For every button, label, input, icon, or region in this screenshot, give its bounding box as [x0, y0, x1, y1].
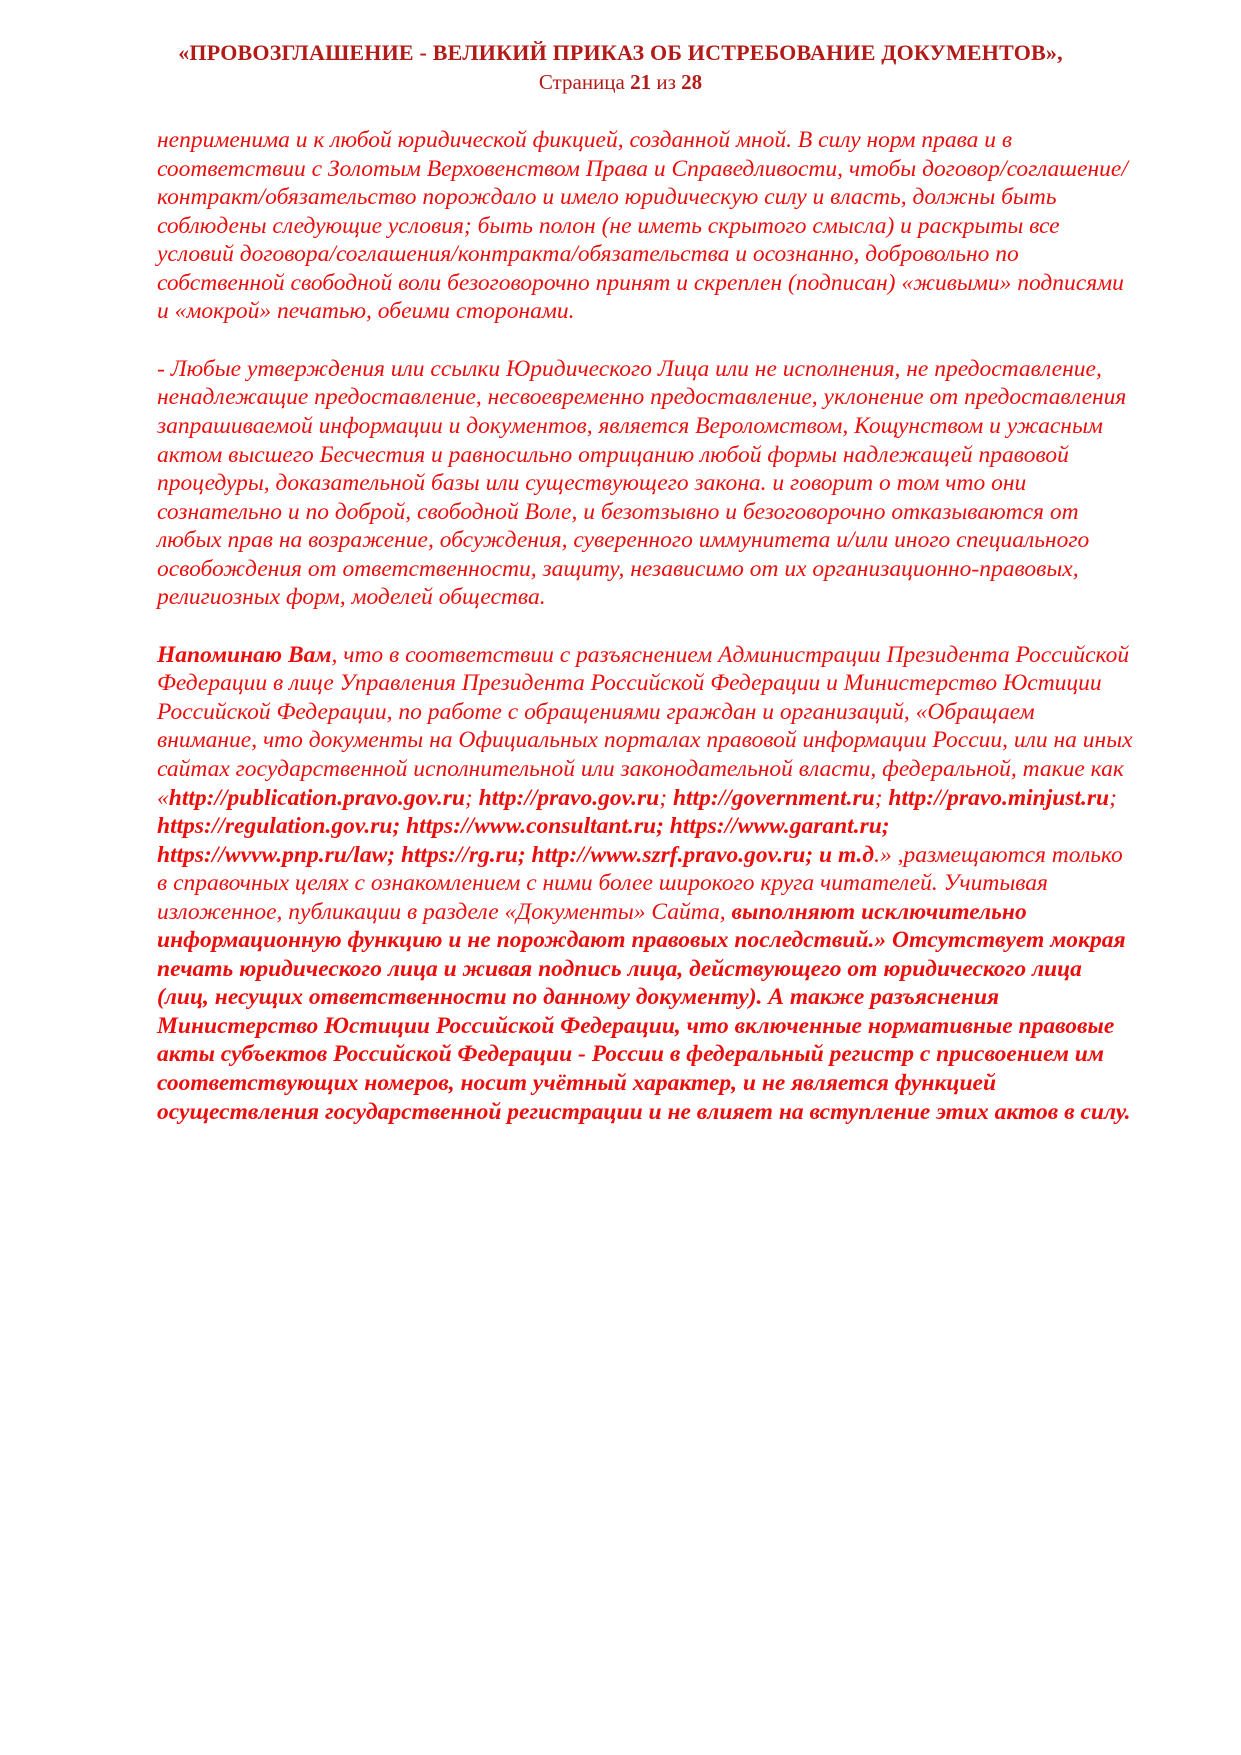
paragraph-claims-refusal: - Любые утверждения или ссылки Юридического Лица или не исполнения, не предоставление, ненадлежащие предоставление, несвоевременно предоставление, уклонение от предоставления запрашиваемой информации и документов, является Вероломством, Кощунством и ужасным актом высшего Бесчестия и равносильно отрицанию любой формы надлежащей правовой процедуры, доказательной базы или существующего закона. и говорит о том что они сознательно и по доброй, свободной Воле, и безотзывно и безоговорочно отказываются от любых прав на возражение, обсуждения, суверенного иммунитета и/или иного специального освобождения от ответственности, защиту, независимо от их организационно-правовых, религиозных форм, моделей общества.: [157, 355, 1127, 611]
document-body: [0, 96, 1241, 1126]
page-number-line: Страница 21 из 28: [538, 69, 703, 94]
paragraph-legal-conditions: неприменима и к любой юридической фикцией, созданной мной. В силу норм права и в соответствии с Золотым Верховенством Права и Справедливости, чтобы договор/соглашение/контракт/обязательство порождало и имело юридическую силу и власть, должны быть соблюдены следующие условия; быть полон (не иметь скрытого смысла) и раскрыты все условий договора/соглашения/контракта/обязательства и осознанно, добровольно по собственной свободной воли безоговорочно принят и скреплен (подписан) «живыми» подписями и «мокрой» печатью, обеими сторонами.: [157, 127, 1128, 325]
document-title: «ПРОВОЗГЛАШЕНИЕ - ВЕЛИКИЙ ПРИКАЗ ОБ ИСТРЕБОВАНИЕ ДОКУМЕНТОВ»,: [178, 40, 1063, 65]
document-header: [0, 0, 1241, 96]
paragraph-reminder-official-portals: Напоминаю Вам, что в соответствии с разъяснением Администрации Президента Российской Федерации в лице Управления Президента Российской Федерации и Министерство Юстиции Российской Федерации, по работе с обращениями граждан и организаций, «Обращаем внимание, что документы на Официальных порталах правовой информации России, или на иных сайтах государственной исполнительной или законодательной власти, федеральной, такие как «http://publication.pravo.gov.ru; http://pravo.gov.ru; http://government.ru; http://pravo.minjust.ru; https://regulation.gov.ru; https://www.consultant.ru; https://www.garant.ru; https://wvvw.pnp.ru/law; https://rg.ru; http://www.szrf.pravo.gov.ru; и т.д.» ,размещаются только в справочных целях с ознакомлением с ними более широкого круга читателей. Учитывая изложенное, публикации в разделе «Документы» Сайта, выполняют исключительно информационную функцию и не порождают правовых последствий.» Отсутствует мокрая печать юридического лица и живая подпись лица, действующего от юридического лица (лиц, несущих ответственности по данному документу). А также разъяснения Министерство Юстиции Российской Федерации, что включенные нормативные правовые акты субъектов Российской Федерации - России в федеральный регистр с присвоением им соответствующих номеров, носит учётный характер, и не является функцией осуществления государственной регистрации и не влияет на вступление этих актов в силу.: [157, 641, 1133, 1125]
